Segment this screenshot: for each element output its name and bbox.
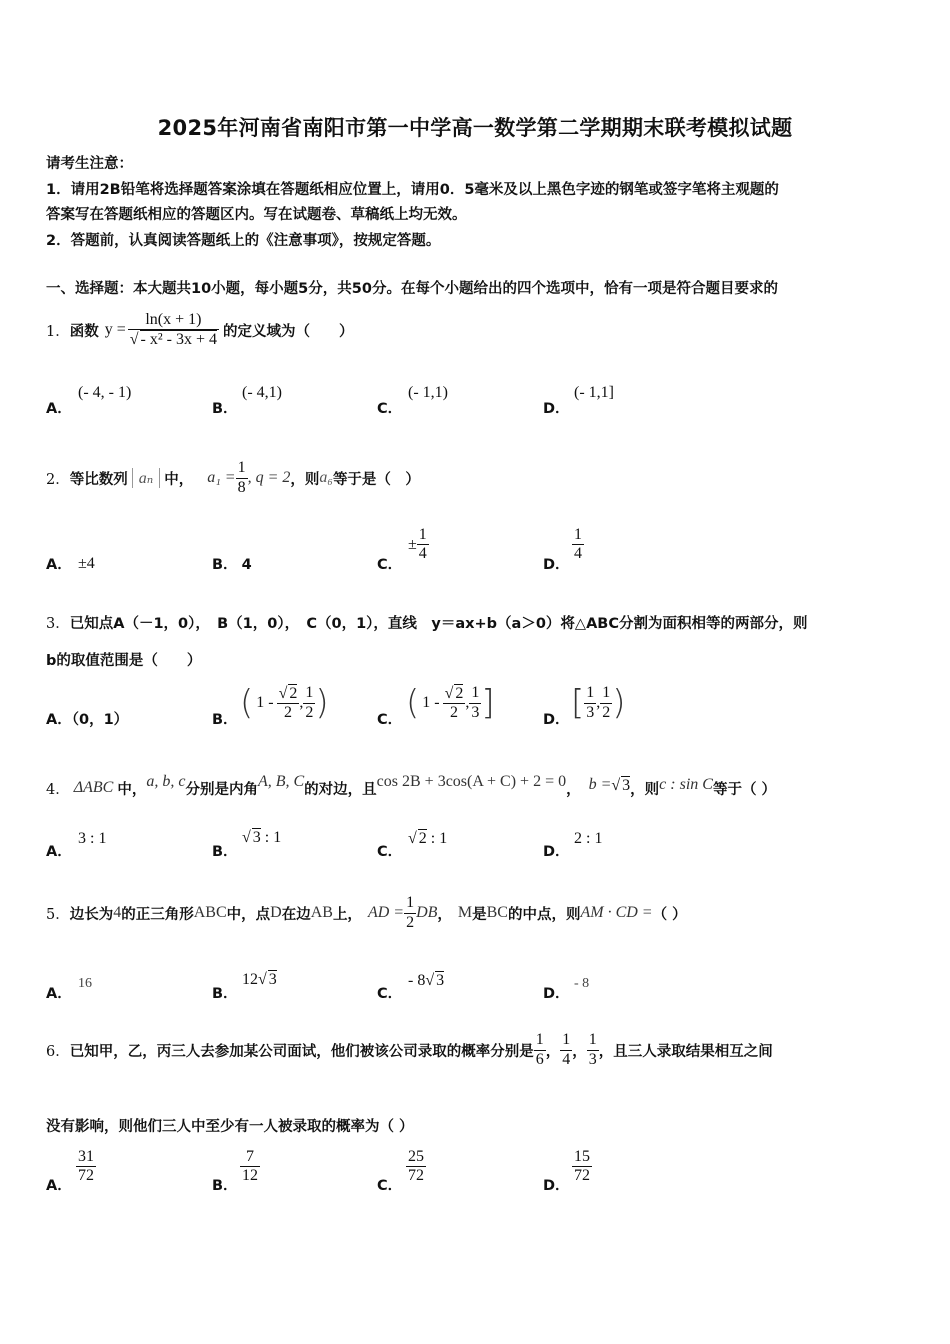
q5-option-d-label[interactable]: D．: [543, 986, 570, 1002]
math-fraction: [587, 1031, 599, 1069]
math-point: D: [270, 904, 282, 921]
fraction-denominator: 3: [586, 703, 595, 721]
comma: ,: [596, 694, 601, 711]
fraction-denominator: 8: [237, 478, 246, 496]
q4-option-b[interactable]: √ 3 : 1: [242, 829, 282, 846]
q1-option-a-label[interactable]: A．: [46, 401, 72, 417]
q6-option-d-label[interactable]: D．: [543, 1178, 570, 1194]
question-text: 边长为: [69, 906, 114, 923]
open-paren: (: [406, 683, 420, 723]
question-number: 5．: [46, 906, 70, 923]
option-fraction: [76, 1148, 96, 1186]
fraction-denominator: 2: [449, 704, 458, 721]
fraction-numerator: 1: [236, 459, 248, 478]
question-1: [46, 302, 354, 358]
option-fraction: [417, 526, 429, 564]
fraction-numerator: 1: [572, 526, 584, 545]
fraction-denominator: 4: [562, 1050, 571, 1068]
open-paren: (: [240, 683, 254, 723]
fraction-numerator: 1: [584, 684, 596, 703]
fraction-denominator: 6: [535, 1050, 544, 1068]
fraction-denominator: 72: [78, 1167, 94, 1185]
question-text: 是: [472, 906, 487, 923]
option-fraction: [406, 1148, 426, 1186]
q5-option-b[interactable]: 12√ 3: [242, 971, 277, 988]
q6-option-b[interactable]: [240, 1148, 260, 1186]
math-triangle: ABC: [193, 904, 227, 921]
question-text: 的定义域为（ ）: [223, 323, 354, 340]
question-text: 已知点A（－1，0）， B（1，0）， C（0，1），直线 y＝ax+b（a＞0）将△ABC分割为面积相等的两部分，则: [69, 616, 808, 632]
q5-option-a[interactable]: 16: [78, 976, 92, 991]
fraction-numerator: 1: [560, 1031, 572, 1050]
radicand: 2: [289, 684, 298, 702]
math-sequence: aₙ: [132, 468, 160, 488]
question-text: 中，点: [226, 906, 271, 923]
radicand: 3: [436, 972, 445, 989]
question-5: [46, 884, 687, 942]
radicand: - x² - 3x + 4: [140, 331, 218, 348]
q3-option-c[interactable]: [406, 683, 495, 723]
question-number: 6．: [46, 1043, 70, 1060]
close-paren: ): [315, 683, 329, 723]
q5-option-b-label[interactable]: B．: [212, 986, 238, 1002]
fraction-numerator: √ 2: [443, 684, 466, 704]
math-b: b =: [588, 776, 612, 793]
fraction-numerator: 7: [240, 1148, 260, 1167]
fraction-denominator: 3: [588, 1050, 597, 1068]
math-q: , q = 2: [247, 469, 291, 486]
question-text: ，则: [290, 471, 320, 488]
math-fraction: [236, 459, 248, 497]
math-ratio: c : sin C: [659, 776, 713, 793]
q2-option-a[interactable]: ±4: [78, 555, 95, 572]
section-heading: 一、选择题：本大题共10小题，每小题5分，共50分。在每个小题给出的四个选项中，恰有一项是符合题目要求的: [46, 281, 778, 297]
question-text: （ ）: [652, 906, 687, 923]
q1-option-d[interactable]: (- 1,1]: [574, 384, 614, 401]
comma: ,: [299, 694, 304, 711]
q4-option-c[interactable]: √ 2 : 1: [408, 830, 448, 847]
question-text: 中，: [117, 781, 147, 798]
q3-option-a-label[interactable]: [46, 708, 128, 729]
option-fraction: [469, 684, 481, 722]
question-number: 4．: [46, 781, 70, 798]
option-tail: : 1: [260, 829, 282, 846]
q2-option-b-label[interactable]: [212, 553, 252, 574]
question-6-line2: 没有影响，则他们三人中至少有一人被录取的概率为（ ）: [46, 1119, 414, 1135]
option-label: A．: [46, 712, 72, 728]
q2-option-c[interactable]: [408, 526, 429, 564]
math-sides: a, b, c: [146, 773, 186, 790]
math-dot-product: AM · CD =: [580, 904, 653, 921]
notice-heading: 请考生注意：: [46, 156, 133, 172]
question-6: [46, 1024, 773, 1076]
math-db: DB: [416, 904, 438, 921]
q2-option-c-label[interactable]: C．: [377, 557, 403, 573]
q1-option-b-label[interactable]: B．: [212, 401, 238, 417]
question-text: ，且三人录取结果相互之间: [598, 1043, 773, 1060]
option-fraction: [600, 684, 612, 722]
q2-option-d[interactable]: [572, 526, 584, 564]
fraction-denominator: 2: [305, 703, 314, 721]
math-equation: cos 2B + 3cos(A + C) + 2 = 0: [376, 773, 567, 790]
q3-option-c-label[interactable]: C．: [377, 712, 403, 728]
fraction-numerator: 1: [417, 526, 429, 545]
radicand: 3: [268, 971, 277, 988]
math-ad: AD =: [367, 904, 405, 921]
option-value: （0，1）: [71, 712, 129, 728]
math-a1: a₁ =: [207, 469, 236, 486]
fraction-denominator: 4: [574, 545, 582, 563]
math-m: M: [457, 904, 473, 921]
option-fraction: [572, 526, 584, 564]
radicand: 2: [418, 830, 427, 847]
fraction-numerator: 1: [303, 684, 315, 703]
notice-line1a: 1．请用2B铅笔将选择题答案涂填在答题纸相应位置上，请用0．5毫米及以上黑色字迹的钢笔或签字笔将主观题的: [46, 182, 779, 198]
open-bracket: [: [571, 683, 585, 723]
q6-option-c-label[interactable]: C．: [377, 1178, 403, 1194]
q5-option-a-label[interactable]: A．: [46, 986, 72, 1002]
option-tail: : 1: [426, 830, 448, 847]
q5-option-c-label[interactable]: C．: [377, 986, 403, 1002]
math-angles: A, B, C: [257, 773, 305, 790]
notice-line2: 2．答题前，认真阅读答题纸上的《注意事项》，按规定答题。: [46, 233, 441, 249]
option-coefficient: - 8: [408, 972, 426, 989]
q6-option-c[interactable]: [406, 1148, 426, 1186]
math-triangle: ΔABC: [73, 779, 114, 796]
q3-option-b[interactable]: [240, 683, 329, 723]
math-y: y =: [104, 321, 126, 338]
q6-option-d[interactable]: [572, 1148, 592, 1186]
math-fraction: [534, 1031, 546, 1069]
q6-option-b-label[interactable]: B．: [212, 1178, 238, 1194]
q6-option-a-label[interactable]: A．: [46, 1178, 72, 1194]
q1-option-d-label[interactable]: D．: [543, 401, 570, 417]
fraction-denominator: 4: [418, 545, 427, 563]
plus-minus: ±: [408, 535, 417, 553]
radicand: 3: [622, 776, 631, 794]
option-fraction: [572, 1148, 592, 1186]
option-fraction: [584, 684, 596, 722]
question-text: 的正三角形: [121, 906, 194, 923]
fraction-denominator: 72: [408, 1167, 424, 1185]
question-number: 2．: [46, 471, 70, 488]
q4-option-a-label[interactable]: A．: [46, 844, 72, 860]
close-bracket: ]: [481, 683, 495, 723]
fraction-denominator: √ - x² - 3x + 4: [129, 331, 218, 348]
q4-option-a[interactable]: 3 : 1: [78, 830, 107, 847]
question-3: [46, 612, 808, 633]
comma: ,: [465, 694, 470, 711]
separator: ，: [572, 1043, 587, 1060]
question-text: 等于（ ）: [712, 781, 777, 798]
fraction-denominator: 72: [574, 1167, 590, 1185]
option-label: B．: [212, 557, 238, 573]
q4-option-c-label[interactable]: C．: [377, 844, 403, 860]
fraction-numerator: 15: [572, 1148, 592, 1167]
math-a6: a₆: [319, 469, 333, 486]
q3-option-d-label[interactable]: D．: [543, 712, 570, 728]
question-text: 等于是（ ）: [332, 471, 420, 488]
math-fraction: [404, 894, 416, 932]
question-text: ，则: [630, 781, 660, 798]
q3-option-b-label[interactable]: B．: [212, 712, 238, 728]
question-text: ，: [437, 906, 452, 923]
fraction-denominator: 12: [242, 1167, 258, 1185]
option-fraction: [443, 684, 466, 723]
question-text: 的对边，且: [304, 781, 377, 798]
question-number: 1．: [46, 323, 70, 340]
question-text: 等比数列: [69, 471, 128, 488]
question-4: [46, 770, 776, 806]
q2-option-d-label[interactable]: D．: [543, 557, 570, 573]
q3-option-d[interactable]: [571, 683, 626, 723]
question-3-line2: b的取值范围是（ ）: [46, 653, 202, 669]
math-sqrt: √ 3: [611, 776, 631, 794]
question-text: 上，: [332, 906, 362, 923]
fraction-denominator: 2: [283, 704, 292, 721]
question-text: 的中点，则: [507, 906, 581, 923]
math-edge: AB: [310, 904, 333, 921]
fraction-numerator: 1: [600, 684, 612, 703]
q1-option-c-label[interactable]: C．: [377, 401, 403, 417]
q1-option-c[interactable]: (- 1,1): [408, 384, 448, 401]
fraction-denominator: 2: [406, 913, 415, 931]
q4-option-b-label[interactable]: B．: [212, 844, 238, 860]
option-term: 1 -: [256, 694, 274, 711]
option-term: 1 -: [422, 694, 440, 711]
separator: ，: [545, 1043, 561, 1060]
fraction-numerator: 1: [534, 1031, 546, 1050]
math-side: 4: [113, 904, 122, 921]
q1-option-a[interactable]: (- 4, - 1): [78, 384, 132, 401]
question-number: 3．: [46, 616, 70, 632]
q4-option-d-label[interactable]: D．: [543, 844, 570, 860]
math-bc: BC: [486, 904, 508, 921]
fraction-numerator: ln(x + 1): [128, 311, 219, 330]
close-paren: ): [612, 683, 626, 723]
question-2: [46, 452, 420, 504]
q6-option-a[interactable]: [76, 1148, 96, 1186]
option-value: 4: [241, 557, 252, 573]
question-text: 分别是内角: [185, 781, 258, 798]
q1-option-b[interactable]: (- 4,1): [242, 384, 282, 401]
question-text: 在边: [281, 906, 311, 923]
q5-option-d[interactable]: - 8: [574, 976, 590, 991]
question-text: 已知甲，乙，丙三人去参加某公司面试，他们被该公司录取的概率分别是: [69, 1043, 534, 1060]
question-text: 中，: [164, 471, 194, 488]
page-title: 2025年河南省南阳市第一中学高一数学第二学期期末联考模拟试题: [157, 116, 793, 140]
option-coefficient: 12: [242, 971, 258, 988]
question-text: ，: [566, 781, 581, 798]
question-text: 函数: [69, 323, 99, 340]
q4-option-d[interactable]: 2 : 1: [574, 830, 603, 847]
math-fraction: [560, 1031, 572, 1069]
q2-option-a-label[interactable]: A．: [46, 557, 72, 573]
radicand: 3: [252, 829, 261, 846]
fraction-numerator: 31: [76, 1148, 96, 1167]
option-fraction: [277, 684, 300, 723]
notice-line1b: 答案写在答题纸相应的答题区内。写在试题卷、草稿纸上均无效。: [46, 207, 467, 223]
fraction-denominator: 2: [602, 703, 611, 721]
fraction-denominator: 3: [471, 703, 480, 721]
fraction-numerator: √ 2: [277, 684, 300, 704]
option-fraction: [240, 1148, 260, 1186]
fraction-numerator: 1: [404, 894, 416, 913]
q5-option-c[interactable]: - 8√ 3: [408, 972, 445, 989]
radicand: 2: [455, 684, 464, 702]
math-fraction: [128, 311, 219, 350]
fraction-numerator: 1: [469, 684, 481, 703]
fraction-numerator: 25: [406, 1148, 426, 1167]
option-fraction: [303, 684, 315, 722]
fraction-numerator: 1: [587, 1031, 599, 1050]
